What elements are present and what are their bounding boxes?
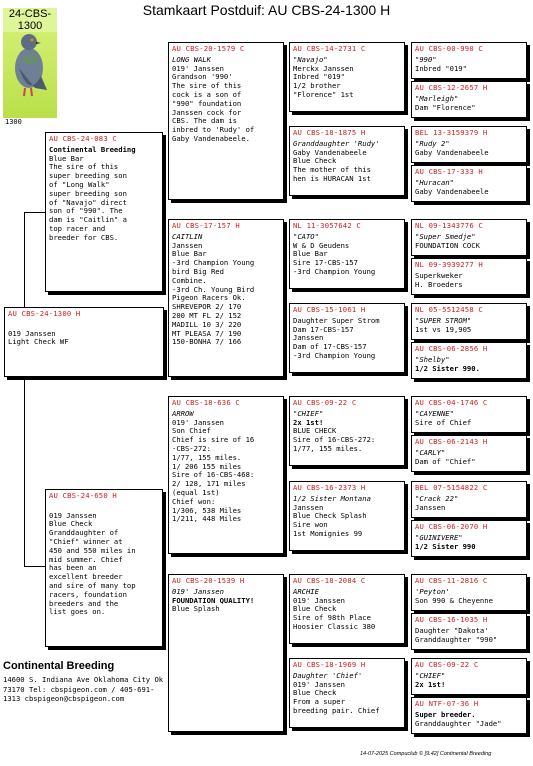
dam-card[interactable] (45, 489, 163, 647)
dam-ring: AU CBS-24-650 H (49, 491, 117, 500)
gen3-card[interactable] (168, 396, 284, 554)
photo-label: 24-CBS-1300 (3, 8, 57, 32)
gen4-line: Blue Bar (293, 249, 328, 259)
tree-connector (24, 566, 45, 567)
breeder-phone: Tel: cbspigeon.com / 405-691-1313 (3, 684, 155, 704)
gen5-line: "SUPER STROM" (415, 315, 472, 325)
gen3-line: Pigeon Racers Ok. (172, 293, 246, 303)
gen3-line: Blue Bar (172, 249, 207, 259)
gen3-line: Janssen (172, 240, 203, 250)
gen3-line: -3rd Ch. Young Bird (172, 284, 255, 294)
gen5-line: "GUINIVERE" (415, 532, 463, 542)
gen4-line: Sire of 98th Place (293, 613, 371, 623)
gen5-line: Gaby Vandenabeele (415, 147, 489, 157)
gen4-line: Gaby Vandenabeele (293, 147, 367, 157)
gen5-ring: AU CBS-11-2816 C (415, 576, 488, 585)
dam-line: has been an (49, 563, 97, 573)
gen5-card[interactable] (411, 481, 527, 518)
gen4-line: W & D Geudens (293, 240, 350, 250)
gen5-ring: AU CBS-06-2856 H (415, 344, 488, 353)
gen4-line: "CATO" (293, 231, 319, 241)
gen3-line: ARROW (172, 408, 194, 418)
gen4-line: Inbred "019" (293, 72, 345, 82)
gen4-ring: AU CBS-09-22 C (293, 398, 357, 407)
gen3-line: 019' Janssen (172, 417, 224, 427)
sire-line: of "Navajo" direct (49, 197, 127, 207)
gen3-line: bird Big Red (172, 266, 224, 276)
gen4-line: Sire of 16-CBS-272: (293, 435, 376, 445)
gen4-line: Daughter Super Strom (293, 315, 380, 325)
gen5-line: 1/2 Sister 990. (415, 363, 480, 373)
gen5-ring: NL 09-3939277 H (415, 260, 483, 269)
breeder-city: Oklahoma City (93, 674, 151, 684)
gen4-line: The mother of this (293, 165, 371, 175)
dam-line: racers, foundation (49, 589, 127, 599)
gen5-card[interactable] (411, 258, 527, 295)
gen3-line: 019' Janssen (172, 586, 224, 596)
gen5-line: Superkweker (415, 270, 463, 280)
gen5-ring: AU CBS-00-990 C (415, 44, 483, 53)
gen4-line: Dam 17-CBS-157 (293, 324, 354, 334)
gen5-line: Super breeder. (415, 709, 476, 719)
gen3-line: The sire of this (172, 81, 242, 91)
gen5-line: Daughter "Dakota' (415, 625, 489, 635)
gen5-ring: NL 09-1343776 C (415, 221, 483, 230)
gen5-card[interactable] (411, 81, 527, 118)
gen3-ring: AU CBS-20-1539 H (172, 576, 245, 585)
gen5-ring: BEL 13-3159379 H (415, 128, 488, 137)
subject-card[interactable] (4, 307, 164, 377)
gen5-line: Son 990 & Cheyenne (415, 595, 493, 605)
dam-line: 019 Janssen (49, 510, 97, 520)
gen3-line: 1/ 206 155 miles (172, 461, 242, 471)
gen5-card[interactable] (411, 435, 527, 472)
breeder-info (3, 662, 168, 704)
gen5-line: 'Peyton' (415, 586, 450, 596)
gen3-card[interactable] (168, 42, 284, 200)
pigeon-icon (7, 28, 53, 98)
gen5-ring: BEL 07-5154822 C (415, 483, 488, 492)
gen5-card[interactable] (411, 658, 527, 695)
gen4-card[interactable] (289, 574, 405, 644)
gen4-ring: AU CBS-15-1061 H (293, 305, 366, 314)
gen5-line: H. Broeders (415, 279, 463, 289)
gen3-line: Son Chief (172, 426, 211, 436)
gen4-line: Janssen (293, 502, 324, 512)
gen5-ring: AU CBS-06-2070 H (415, 522, 488, 531)
breeder-name: Continental Breeding (3, 660, 115, 672)
gen4-ring: NL 11-3057642 C (293, 221, 361, 230)
sire-line: Blue Bar (49, 153, 84, 163)
gen4-card[interactable] (289, 42, 405, 112)
gen4-ring: AU CBS-18-1969 H (293, 660, 366, 669)
gen4-line: breeding pair. Chief (293, 705, 380, 715)
gen5-card[interactable] (411, 396, 527, 433)
gen5-line: Gaby Vandenabeele (415, 186, 489, 196)
gen3-line: cock is a son of (172, 89, 242, 99)
dam-line: 450 and 550 miles in (49, 545, 136, 555)
gen5-line: Sire of Chief (415, 417, 472, 427)
dam-line: excellent breeder (49, 572, 123, 582)
gen5-line: Inbred "019" (415, 63, 467, 73)
gen5-line: Granddaughter "990" (415, 634, 498, 644)
gen3-line: MT PLEASA 7/ 190 (172, 328, 242, 338)
gen4-line: -3rd Champion Young (293, 266, 376, 276)
dam-line: and sire of many top (49, 580, 136, 590)
gen3-line: Combine. (172, 275, 207, 285)
gen5-ring: AU CBS-12-2657 H (415, 83, 488, 92)
gen4-line: Sire won (293, 520, 328, 530)
dam-line: "Chief" winner at (49, 536, 123, 546)
dam-line: Granddaughter of (49, 528, 119, 538)
gen3-line: SHREVEPOR 2/ 170 (172, 302, 242, 312)
gen4-line: hen is HURACAN 1st (293, 173, 371, 183)
gen5-card[interactable] (411, 574, 527, 611)
gen5-line: 1/2 Sister 990 (415, 541, 476, 551)
gen3-line: -3rd Champion Young (172, 258, 255, 268)
gen3-ring: AU CBS-20-1579 C (172, 44, 245, 53)
gen3-line: Janssen cock for (172, 107, 242, 117)
gen4-line: From a super (293, 697, 345, 707)
gen5-line: Granddaughter "Jade" (415, 718, 502, 728)
gen3-line: Chief won: (172, 496, 216, 506)
gen4-line: Blue Check (293, 156, 337, 166)
gen3-line: "990" foundation (172, 98, 242, 108)
sire-line: dam is "Caitlin" a (49, 215, 127, 225)
gen4-line: Blue Check (293, 688, 337, 698)
gen5-line: "Super Smedje" (415, 231, 476, 241)
tree-connector (24, 212, 25, 307)
gen5-line: 1st vs 19,905 (415, 324, 472, 334)
gen3-line: 1/77, 155 miles. (172, 452, 242, 462)
gen4-line: Sire 17-CBS-157 (293, 258, 358, 268)
gen5-card[interactable] (411, 219, 527, 256)
dam-line: mid summer. Chief (49, 554, 123, 564)
subject-ring: AU CBS-24-1300 H (8, 309, 81, 318)
sire-line: super breeding son (49, 188, 127, 198)
gen3-card[interactable] (168, 574, 284, 732)
gen5-line: Dam "Florence" (415, 102, 476, 112)
gen3-line: CBS. The dam is (172, 116, 237, 126)
gen4-line: Merckx Janssen (293, 63, 354, 73)
gen4-card[interactable] (289, 481, 405, 551)
sire-line: super breeding son (49, 171, 127, 181)
gen4-card[interactable] (289, 303, 405, 373)
breeder-address: 14600 S. Indiana Ave (3, 674, 90, 684)
gen4-card[interactable] (289, 396, 405, 466)
gen4-ring: AU CBS-18-1875 H (293, 128, 366, 137)
gen4-line: ARCHIE (293, 586, 319, 596)
gen5-line: 2x 1st! (415, 679, 446, 689)
gen4-card[interactable] (289, 658, 405, 728)
gen4-line: 019' Janssen (293, 595, 345, 605)
gen5-ring: AU CBS-09-22 C (415, 660, 479, 669)
gen3-line: Sire of 16-CBS-468: (172, 470, 255, 480)
subject-line: 019 Janssen (8, 328, 56, 338)
tree-connector (24, 212, 45, 213)
gen4-card[interactable] (289, 126, 405, 196)
gen3-line: (equal 1st) (172, 487, 220, 497)
gen3-line: 150-BONHA 7/ 166 (172, 337, 242, 347)
footer-text: 14-07-2025 Compuclub © [9.42] Continental Breeding (360, 751, 492, 757)
gen3-line: -CBS-272: (172, 443, 211, 453)
sire-line: son of "990". The (49, 206, 123, 216)
gen5-line: "CAYENNE" (415, 408, 454, 418)
gen5-card[interactable] (411, 42, 527, 79)
gen4-line: 1/2 Sister Montana (293, 493, 371, 503)
gen4-line: 1/2 brother (293, 81, 341, 91)
gen5-ring: NL 05-5512458 C (415, 305, 483, 314)
gen5-card[interactable] (411, 342, 527, 379)
gen4-line: Hoosier Classic 380 (293, 621, 376, 631)
sire-line: breeder for CBS. (49, 232, 119, 242)
gen4-line: "Navajo" (293, 54, 328, 64)
gen5-line: "Shelby" (415, 354, 450, 364)
gen4-ring: AU CBS-16-2373 H (293, 483, 366, 492)
gen4-line: Blue Check (293, 604, 337, 614)
gen4-line: Granddaughter 'Rudy' (293, 138, 380, 148)
photo-caption: 1300 (5, 118, 22, 126)
sire-line: The sire of this (49, 162, 119, 172)
gen5-line: "Rudy 2" (415, 138, 450, 148)
gen4-ring: AU CBS-14-2731 C (293, 44, 366, 53)
gen4-line: 019' Janssen (293, 679, 345, 689)
gen3-line: 200 MT FL 2/ 152 (172, 310, 242, 320)
gen4-line: Dam of 17-CBS-157 (293, 342, 367, 352)
gen4-line: -3rd Champion Young (293, 350, 376, 360)
gen5-line: "CHIEF" (415, 670, 446, 680)
dam-line: breeders and the (49, 598, 119, 608)
pigeon-photo (3, 8, 57, 118)
gen4-line: 1st Momignies 99 (293, 528, 363, 538)
gen5-ring: AU CBS-04-1746 C (415, 398, 488, 407)
sire-ring: AU CBS-24-083 C (49, 134, 117, 143)
gen4-line: Blue Check Splash (293, 511, 367, 521)
gen5-card[interactable] (411, 613, 527, 650)
gen4-line: BLUE CHECK (293, 426, 337, 436)
gen5-line: "Huracan" (415, 177, 454, 187)
gen3-ring: AU CBS-17-157 H (172, 221, 240, 230)
sire-card[interactable] (45, 132, 163, 292)
gen5-card[interactable] (411, 697, 527, 734)
gen3-line: Chief is sire of 16 (172, 435, 255, 445)
gen5-line: "CARLY" (415, 447, 446, 457)
gen5-line: Dam of "Chief" (415, 456, 476, 466)
sire-line: top racer and (49, 223, 106, 233)
gen3-line: inbred to 'Rudy' of (172, 125, 255, 135)
gen4-line: 1/77, 155 miles. (293, 443, 363, 453)
gen3-line: 019' Janssen (172, 63, 224, 73)
gen4-line: Daughter 'Chief' (293, 670, 363, 680)
breeder-state: Ok 73170 (3, 674, 164, 694)
subject-line: Light Check WF (8, 337, 69, 347)
gen3-line: FOUNDATION QUALITY! (172, 595, 255, 605)
gen5-line: "Marleigh" (415, 93, 459, 103)
gen3-line: Grandson '990' (172, 72, 233, 82)
gen5-card[interactable] (411, 126, 527, 163)
gen3-line: CAITLIN (172, 231, 203, 241)
gen3-line: Blue Splash (172, 604, 220, 614)
gen4-line: "CHIEF" (293, 408, 324, 418)
gen5-line: "Crack 22" (415, 493, 459, 503)
gen4-ring: AU CBS-18-2084 C (293, 576, 366, 585)
sire-line: Continental Breeding (49, 144, 136, 154)
gen5-line: "990" (415, 54, 437, 64)
gen5-ring: AU CBS-17-333 H (415, 167, 483, 176)
gen3-line: 2/ 128, 171 miles (172, 479, 246, 489)
gen5-card[interactable] (411, 165, 527, 202)
gen3-card[interactable] (168, 219, 284, 377)
gen4-line: 2x 1st! (293, 417, 324, 427)
gen5-ring: AU CBS-16-1035 H (415, 615, 488, 624)
gen5-line: Janssen (415, 502, 446, 512)
gen4-card[interactable] (289, 219, 405, 289)
gen4-line: Janssen (293, 333, 324, 343)
breeder-email: cbspigeon@cbspigeon.com (24, 694, 125, 704)
gen3-line: Gaby Vandenabeele. (172, 133, 250, 143)
gen5-line: FOUNDATION COCK (415, 240, 480, 250)
gen3-ring: AU CBS-18-636 C (172, 398, 240, 407)
tree-connector (24, 377, 25, 566)
gen3-line: 1/306, 538 Miles (172, 505, 242, 515)
dam-line: list goes on. (49, 607, 106, 617)
dam-line: Blue Check (49, 519, 93, 529)
gen4-line: "Florence" 1st (293, 89, 354, 99)
gen3-line: 1/211, 448 Miles (172, 514, 242, 524)
gen5-card[interactable] (411, 303, 527, 340)
page-title: Stamkaart Postduif: AU CBS-24-1300 H (142, 2, 391, 18)
gen5-ring: AU NTF-07-36 H (415, 699, 479, 708)
gen3-line: MADILL 10 3/ 220 (172, 319, 242, 329)
gen5-card[interactable] (411, 520, 527, 557)
sire-line: of "Long Walk" (49, 179, 110, 189)
gen5-ring: AU CBS-06-2143 H (415, 437, 488, 446)
gen3-line: LONG WALK (172, 54, 211, 64)
